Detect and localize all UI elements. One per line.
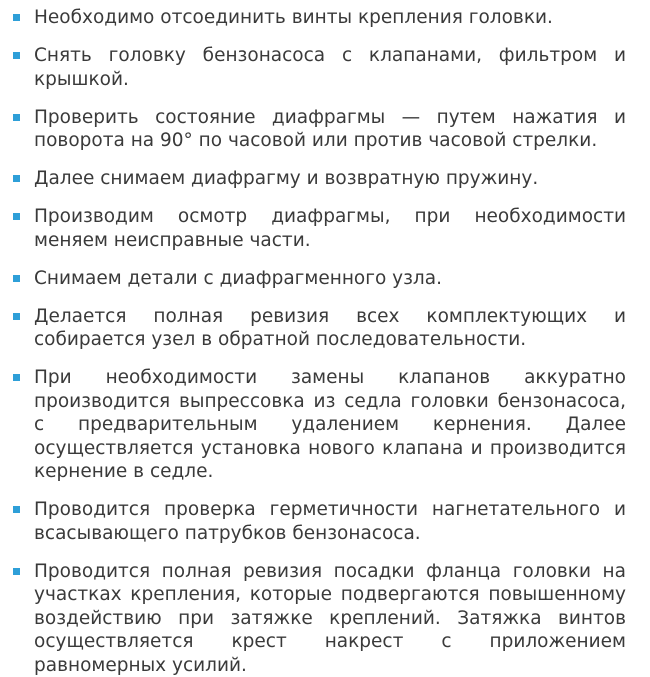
list-item-text: При необходимости замены клапанов аккуратно производится выпрессовка из седла головки бензонасоса, с предварительным удалением кернения. Далее осуществляется установка нового клапана и производится кернение в седле. (34, 367, 626, 482)
list-item-text: Далее снимаем диафрагму и возвратную пружину. (34, 168, 538, 189)
list-item (8, 498, 626, 545)
square-bullet-icon (13, 14, 20, 21)
square-bullet-icon (13, 52, 20, 59)
square-bullet-icon (13, 506, 20, 513)
square-bullet-icon (13, 568, 20, 575)
square-bullet-icon (13, 114, 20, 121)
square-bullet-icon (13, 275, 20, 282)
list-item (8, 167, 626, 191)
list-item-text: Проводится полная ревизия посадки фланца головки на участках крепления, которые подвергаются повышенному воздействию при затяжке креплений. Затяжка винтов осуществляется крест накрест с приложением равномерных усилий. (34, 561, 626, 676)
list-item-text: Снимаем детали с диафрагменного узла. (34, 268, 442, 289)
list-item (8, 305, 626, 352)
list-item (8, 205, 626, 252)
list-item (8, 560, 626, 677)
list-item (8, 6, 626, 30)
square-bullet-icon (13, 213, 20, 220)
square-bullet-icon (13, 313, 20, 320)
list-item (8, 44, 626, 91)
list-item-text: Проводится проверка герметичности нагнетательного и всасывающего патрубков бензонасоса. (34, 499, 626, 544)
list-item (8, 267, 626, 291)
list-item (8, 106, 626, 153)
steps-list (8, 6, 626, 677)
square-bullet-icon (13, 374, 20, 381)
list-item-text: Снять головку бензонасоса с клапанами, фильтром и крышкой. (34, 45, 626, 90)
list-item-text: Делается полная ревизия всех комплектующих и собирается узел в обратной последовательности. (34, 306, 626, 351)
square-bullet-icon (13, 175, 20, 182)
list-item-text: Необходимо отсоединить винты крепления головки. (34, 7, 553, 28)
list-item (8, 366, 626, 484)
list-item-text: Проверить состояние диафрагмы — путем нажатия и поворота на 90° по часовой или против часовой стрелки. (34, 107, 626, 152)
list-item-text: Производим осмотр диафрагмы, при необходимости меняем неисправные части. (34, 206, 626, 251)
